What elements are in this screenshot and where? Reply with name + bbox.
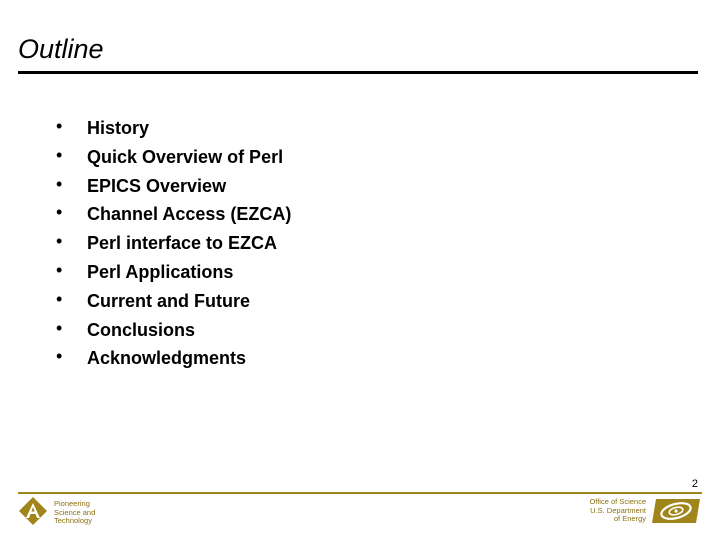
footer-office-line: U.S. Department — [590, 505, 646, 515]
bullet-icon: • — [56, 116, 63, 136]
list-item — [56, 344, 291, 373]
bullet-icon: • — [56, 288, 63, 309]
list-item-text: Perl interface to EZCA — [87, 233, 278, 254]
slide-title: Outline — [18, 34, 104, 64]
footer-tagline-line: Science and — [54, 507, 96, 517]
argonne-logo-icon — [18, 496, 48, 526]
list-item — [56, 200, 291, 229]
bullet-icon: • — [56, 346, 63, 367]
list-item-text: Quick Overview of Perl — [87, 146, 284, 167]
bullet-icon: • — [56, 317, 63, 338]
list-item — [56, 172, 291, 201]
list-item — [56, 287, 291, 316]
list-item-text: History — [87, 118, 150, 138]
footer-rule — [18, 492, 702, 494]
list-item — [56, 258, 291, 287]
bullet-icon: • — [56, 144, 63, 165]
list-item-text: Conclusions — [87, 319, 196, 340]
doe-office-of-science-logo-icon — [650, 496, 702, 526]
bullet-icon: • — [56, 173, 63, 194]
list-item — [56, 114, 291, 143]
footer-tagline — [54, 500, 95, 526]
list-item-text: Current and Future — [87, 290, 251, 311]
list-item-text: Channel Access (EZCA) — [87, 204, 292, 225]
page-number: 2 — [691, 478, 698, 490]
list-item — [56, 316, 291, 345]
title-underline — [18, 71, 698, 74]
list-item-text: Acknowledgments — [87, 348, 247, 369]
outline-list — [56, 114, 291, 373]
list-item — [56, 229, 291, 258]
footer-office — [589, 498, 646, 524]
footer-tagline-line: Technology — [54, 516, 92, 525]
footer-office-line: of Energy — [613, 514, 646, 523]
list-item-text: EPICS Overview — [87, 175, 227, 196]
list-item-text: Perl Applications — [87, 261, 234, 282]
bullet-icon: • — [56, 259, 63, 280]
list-item — [56, 143, 291, 172]
bullet-icon: • — [56, 202, 63, 223]
footer-tagline-line: Pioneering — [54, 499, 90, 508]
bullet-icon: • — [56, 231, 63, 252]
footer-office-line: Office of Science — [589, 497, 646, 506]
